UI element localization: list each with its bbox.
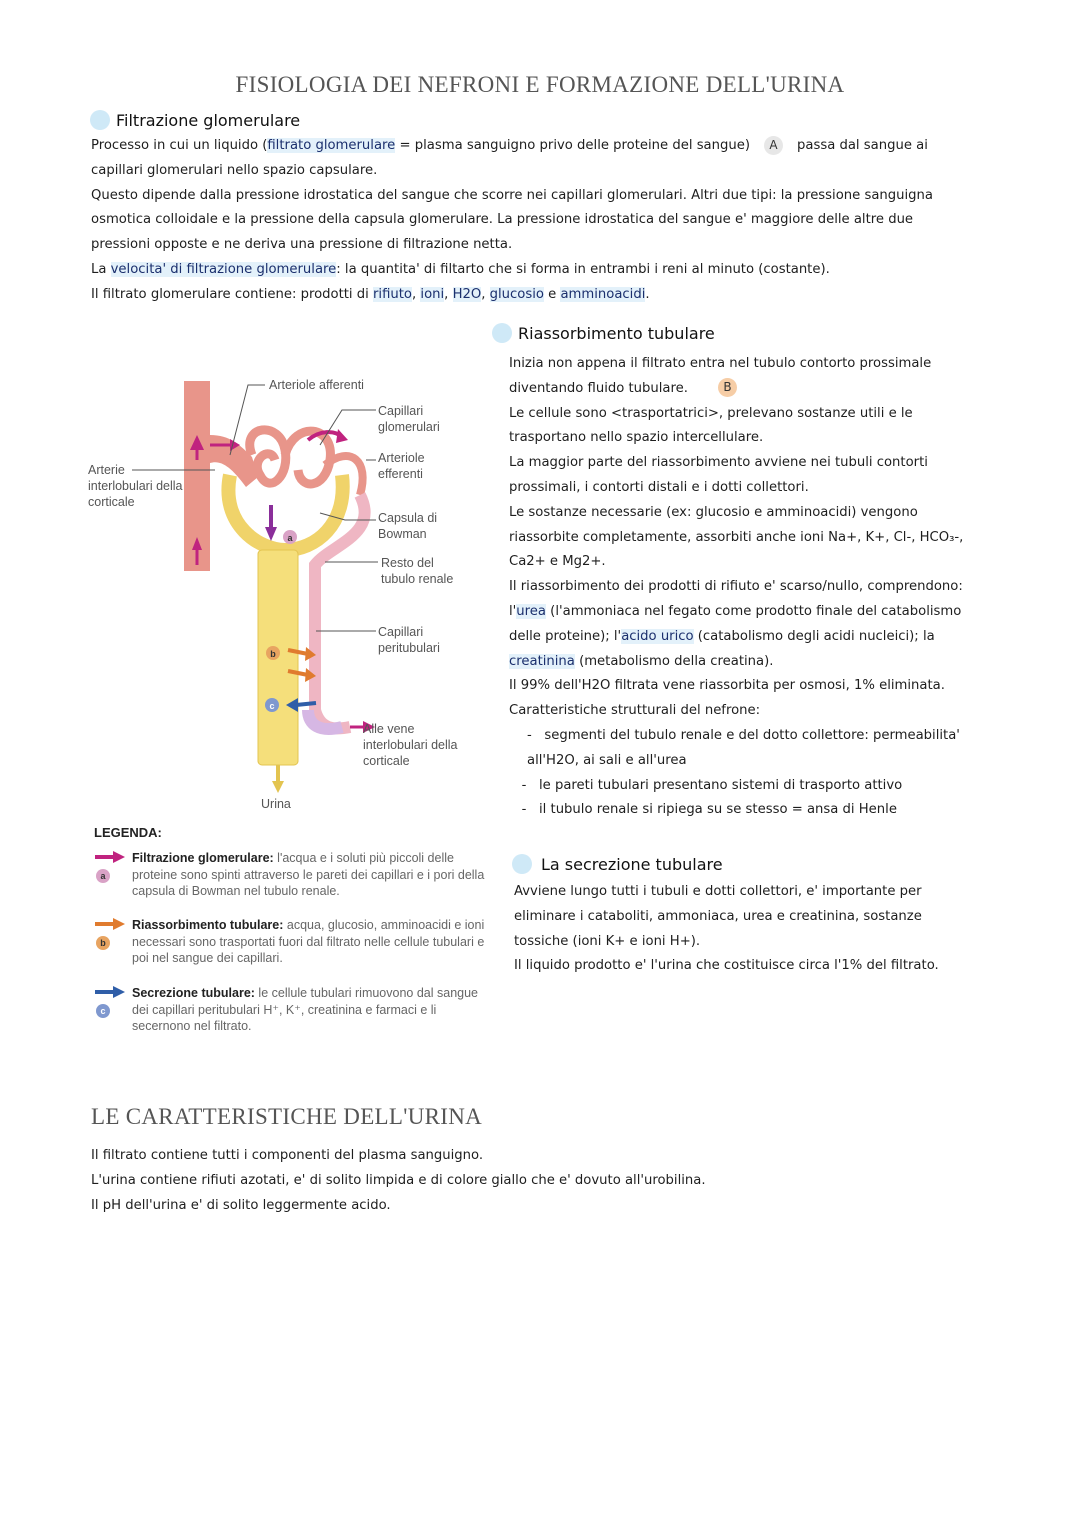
reabsorption-p2: Le cellule sono <trasportatrici>, prelevano sostanze utili e le trasportano nello spazio intercellulare. (509, 405, 913, 446)
reabsorption-body (509, 352, 984, 823)
label-capsula-bowman: Capsula di Bowman (378, 511, 438, 541)
urine-line: Il pH dell'urina e' di solito leggermente acido. (91, 1197, 391, 1213)
secretion-p2: Il liquido prodotto e' l'urina che costituisce circa l'1% del filtrato. (514, 958, 939, 974)
label-alle-vene: Alle vene interlobulari della corticale (363, 722, 458, 768)
filtration-p4: Il filtrato glomerulare contiene: prodotti di rifiuto, ioni, H2O, glucosio e amminoacidi. (91, 286, 650, 302)
glomerulus-loop-1 (250, 430, 286, 483)
label-arterie-interlobulari: Arterie interlobulari della corticale (88, 463, 183, 509)
label-arteriole-afferenti: Arteriole afferenti (269, 378, 364, 392)
legend-item-secretion: c Secrezione tubulare: le cellule tubulari rimuovono dal sangue dei capillari peritubulari H⁺, K⁺, creatinina e farmaci e li secernono nel filtrato. (93, 985, 488, 1035)
term-velocita: velocita' di filtrazione glomerulare (110, 261, 337, 277)
label-capillari-glomerulari: Capillari glomerulari (378, 404, 440, 434)
bullet-icon (492, 323, 512, 343)
legend-item-filtration: a Filtrazione glomerulare: l'acqua e i soluti più piccoli delle proteine sono spinti attraverso le pareti dei capillari e i pori della capsula di Bowman nel tubulo renale. (93, 850, 488, 900)
svg-text:c: c (100, 1006, 106, 1016)
legend-item-reabsorption: b Riassorbimento tubulare: acqua, glucosio, amminoacidi e ioni necessari sono trasportati fuori dal filtrato nelle cellule tubulari e poi nel sangue dei capillari. (93, 917, 488, 967)
bullet-icon (512, 854, 532, 874)
page-title: FISIOLOGIA DEI NEFRONI E FORMAZIONE DELL'URINA (235, 72, 845, 97)
filtration-arrow-icon (93, 850, 127, 884)
filtration-p3: La velocita' di filtrazione glomerulare: la quantita' di filtarto che si forma in entrambi i reni al minuto (costante). (91, 261, 830, 277)
section-heading-filtration (90, 110, 300, 130)
svg-text:b: b (100, 938, 106, 948)
term-filtrato: filtrato glomerulare (267, 138, 396, 153)
marker-b: b (270, 649, 276, 659)
urine-heading: LE CARATTERISTICHE DELL'URINA (91, 1104, 483, 1129)
secretion-arrow-icon (93, 985, 127, 1019)
section-heading-secretion: La secrezione tubulare (512, 854, 723, 874)
bullet-icon (90, 110, 110, 130)
label-urina: Urina (261, 797, 291, 811)
badge-a: A (764, 136, 783, 155)
svg-text:a: a (100, 871, 106, 881)
label-arteriole-efferenti: Arteriole efferenti (378, 451, 425, 481)
list-item: - il tubulo renale si ripiega su se stesso = ansa di Henle (521, 802, 897, 818)
marker-a: a (287, 533, 293, 543)
filtration-p2: Questo dipende dalla pressione idrostatica del sangue che scorre nei capillari glomerulari. Altri due tipi: la pressione sanguigna osmotica colloidale e la pressione della capsula glomerulare. La pressione idrostatica del sangue e' maggiore delle altre due pressioni opposte e ne deriva una pressione di filtrazione netta. (91, 187, 933, 253)
list-item: - le pareti tubulari presentano sistemi di trasporto attivo (521, 777, 903, 793)
reabsorption-arrow-icon (93, 917, 127, 951)
list-item: - segmenti del tubulo renale e del dotto collettore: permeabilita' all'H2O, ai sali e all'urea (527, 727, 960, 768)
filtration-body (91, 134, 971, 308)
reabsorption-p4: Le sostanze necessarie (ex: glucosio e amminoacidi) vengono riassorbite completamente, assorbiti anche ioni Na+, K+, Cl-, HCO₃-, Ca2+ e Mg2+. (509, 504, 964, 570)
urine-body (91, 1144, 991, 1218)
legend-title: LEGENDA: (94, 825, 162, 840)
secretion-body (514, 880, 964, 979)
badge-b: B (718, 378, 737, 397)
label-resto-tubulo: Resto del tubulo renale (381, 556, 454, 586)
marker-c: c (269, 701, 275, 711)
urine-line: L'urina contiene rifiuti azotati, e' di solito limpida e di colore giallo che e' dovuto all'urobilina. (91, 1172, 706, 1188)
section-heading-reabsorption: Riassorbimento tubulare (492, 323, 715, 343)
reabsorption-p3: La maggior parte del riassorbimento avviene nei tubuli contorti prossimali, i contorti distali e i dotti collettori. (509, 455, 928, 495)
filtration-p1: Processo in cui un liquido (filtrato glomerulare = plasma sanguigno privo delle proteine del sangue) A passa dal sangue ai capillari glomerulari nello spazio capsulare. (91, 137, 928, 178)
reabsorption-p1: Inizia non appena il filtrato entra nel tubulo contorto prossimale diventando fluido tubulare. B (509, 356, 932, 396)
secretion-p1: Avviene lungo tutti i tubuli e dotti collettori, e' importante per eliminare i cataboliti, ammoniaca, urea e creatinina, sostanze tossiche (ioni K+ e ioni H+). (514, 884, 922, 949)
reabsorption-p6: Il 99% dell'H2O filtrata vene riassorbita per osmosi, 1% eliminata. (509, 678, 945, 694)
reabsorption-p5: Il riassorbimento dei prodotti di rifiuto e' scarso/nullo, comprendono: l'urea (l'ammoniaca nel fegato come prodotto finale del catabolismo delle proteine); l'acido urico (catabolismo degli acidi nucleici); la creatinina (metabolismo della creatina). (509, 579, 963, 669)
filtration-heading-text: Filtrazione glomerulare (116, 110, 301, 130)
label-capillari-peritubulari: Capillari peritubulari (378, 625, 440, 655)
reabsorption-p7: Caratteristiche strutturali del nefrone: (509, 703, 761, 719)
urine-line: Il filtrato contiene tutti i componenti del plasma sanguigno. (91, 1148, 484, 1163)
